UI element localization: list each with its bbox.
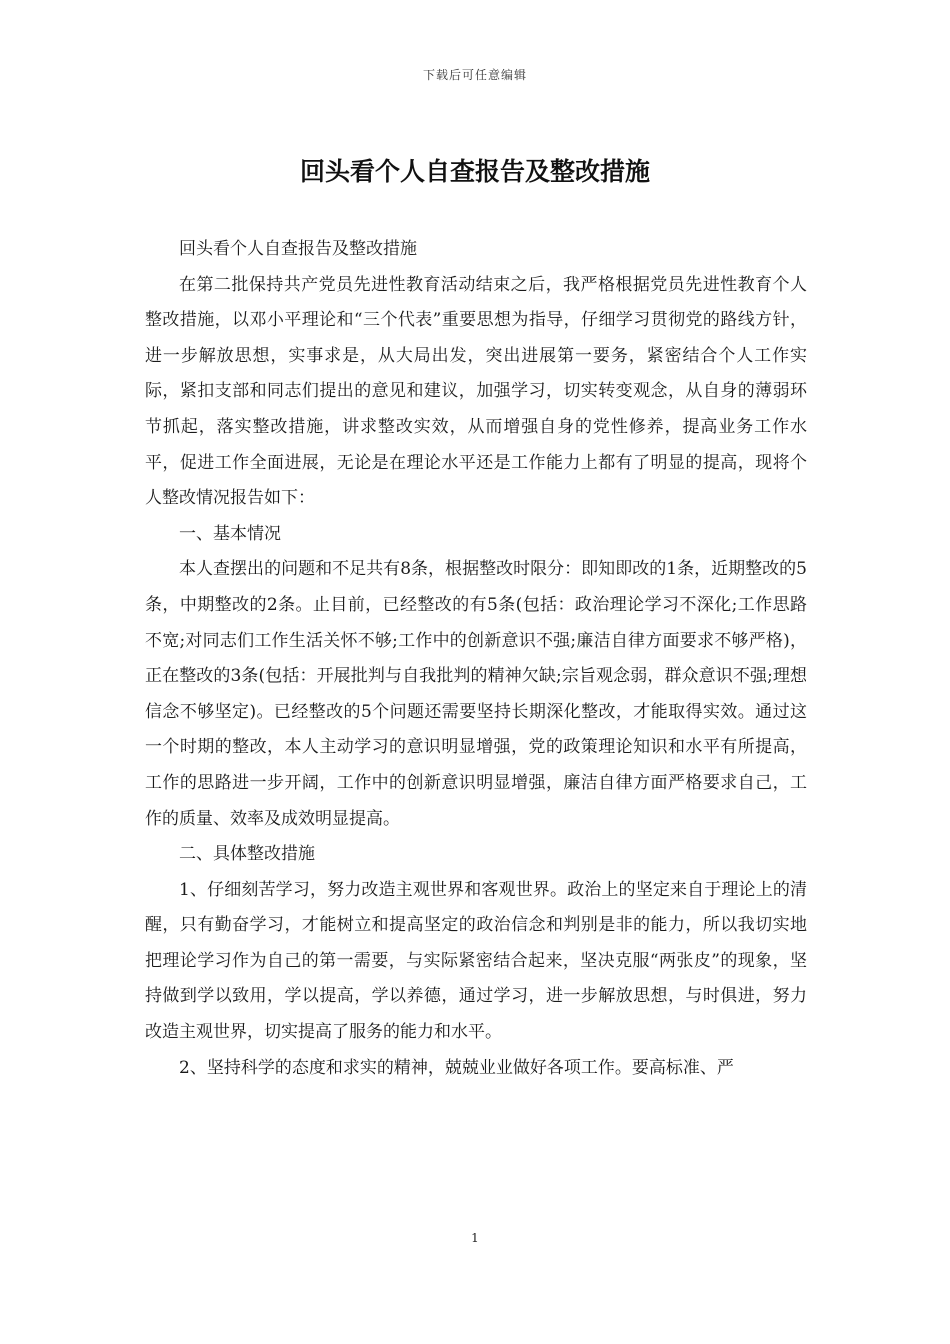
section-heading: 一、基本情况 [179,523,281,544]
header-note: 下载后可任意编辑 [422,68,527,82]
body-paragraph: 回头看个人自查报告及整改措施 [179,239,417,259]
body-paragraph: 1、仔细刻苦学习，努力改造主观世界和客观世界。政治上的坚定来自于理论上的清醒，只有勤奋学习，才能树立和提高坚定的政治信念和判别是非的能力，所以我切实地把理论学习作为自己的第一需要，与实际紧密结合起来，坚决克服“两张皮”的现象，坚持做到学以致用，学以提高，学以养德，通过学习，进一步解放思想，与时俱进，努力改造主观世界，切实提高了服务的能力和水平。 [145,879,807,1043]
body-paragraph: 在第二批保持共产党员先进性教育活动结束之后，我严格根据党员先进性教育个人整改措施，以邓小平理论和“三个代表”重要思想为指导，仔细学习贯彻党的路线方针，进一步解放思想，实事求是，从大局出发，突出进展第一要务，紧密结合个人工作实际，紧扣支部和同志们提出的意见和建议，加强学习，切实转变观念，从自身的薄弱环节抓起，落实整改措施，讲求整改实效，从而增强自身的党性修养，提高业务工作水平，促进工作全面进展，无论是在理论水平还是工作能力上都有了明显的提高，现将个人整改情况报告如下： [145,274,807,509]
page-number: 1 [471,1231,479,1245]
document-title: 回头看个人自查报告及整改措施 [299,157,650,186]
body-paragraph: 本人查摆出的问题和不足共有8条，根据整改时限分：即知即改的1条，近期整改的5条，中期整改的2条。止目前，已经整改的有5条(包括：政治理论学习不深化;工作思路不宽;对同志们工作生活关怀不够;工作中的创新意识不强;廉洁自律方面要求不够严格)，正在整改的3条(包括：开展批判与自我批判的精神欠缺;宗旨观念弱，群众意识不强;理想信念不够坚定)。已经整改的5个问题还需要坚持长期深化整改，才能取得实效。通过这一个时期的整改，本人主动学习的意识明显增强，党的政策理论知识和水平有所提高，工作的思路进一步开阔，工作中的创新意识明显增强，廉洁自律方面严格要求自己，工作的质量、效率及成效明显提高。 [145,559,807,829]
document-body [145,232,807,1086]
body-paragraph: 2、坚持科学的态度和求实的精神，兢兢业业做好各项工作。要高标准、严 [179,1057,734,1078]
section-heading: 二、具体整改措施 [179,844,315,865]
